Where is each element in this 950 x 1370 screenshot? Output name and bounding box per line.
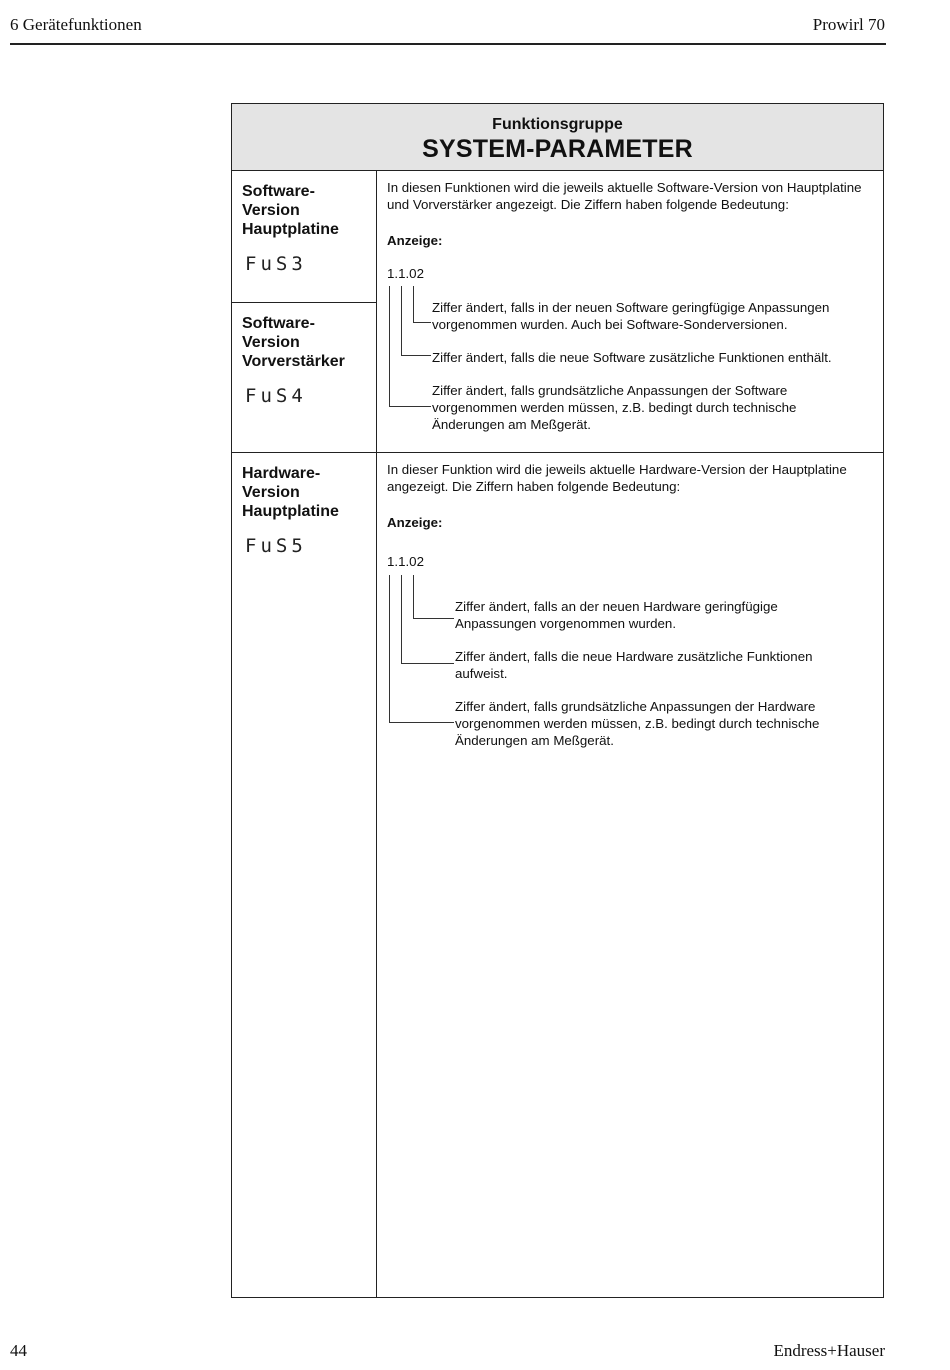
function-group-table xyxy=(231,103,884,1298)
bracket-line xyxy=(413,618,454,619)
product-name: Prowirl 70 xyxy=(812,15,885,34)
bracket-line xyxy=(389,286,390,407)
version-number: 1.1.02 xyxy=(387,554,424,569)
function-name-software-main: Software- Version Hauptplatine xyxy=(242,183,339,238)
bracket-line xyxy=(389,575,390,723)
explanation-feature: Ziffer ändert, falls die neue Hardware zusätzliche Funktionen aufweist. xyxy=(455,649,813,681)
brand-name: Endress+Hauser xyxy=(773,1341,885,1360)
function-name-hardware-main: Hardware- Version Hauptplatine xyxy=(242,465,339,520)
header-rule xyxy=(10,43,886,45)
function-code-display: FuS5 xyxy=(245,535,307,557)
chapter-title: 6 Gerätefunktionen xyxy=(10,15,142,34)
bracket-line xyxy=(389,722,454,723)
bracket-line xyxy=(401,286,402,356)
row-divider xyxy=(232,452,883,453)
bracket-line xyxy=(413,322,431,323)
group-kicker: Funktionsgruppe xyxy=(492,116,623,133)
display-label: Anzeige: xyxy=(387,515,443,530)
software-intro: In diesen Funktionen wird die jeweils aktuelle Software-Version von Hauptplatine und Vorverstärker angezeigt. Die Ziffern haben folgende Bedeutung: xyxy=(387,180,862,212)
function-code-display: FuS3 xyxy=(245,253,307,275)
version-number: 1.1.02 xyxy=(387,266,424,281)
page-number: 44 xyxy=(10,1341,27,1360)
bracket-line xyxy=(401,575,402,664)
function-name-software-preamp: Software- Version Vorverstärker xyxy=(242,315,345,370)
hardware-intro: In dieser Funktion wird die jeweils aktuelle Hardware-Version der Hauptplatine angezeigt. Die Ziffern haben folgende Bedeutung: xyxy=(387,462,847,494)
bracket-line xyxy=(389,406,431,407)
explanation-minor: Ziffer ändert, falls in der neuen Software geringfügige Anpassungen vorgenommen wurden. Auch bei Software-Sonderversionen. xyxy=(432,300,830,332)
group-title: SYSTEM-PARAMETER xyxy=(422,135,693,163)
explanation-major: Ziffer ändert, falls grundsätzliche Anpassungen der Software vorgenommen werden müssen, z.B. bedingt durch technische Änderungen am Meßgerät. xyxy=(432,383,797,432)
function-code-display: FuS4 xyxy=(245,385,307,407)
explanation-feature: Ziffer ändert, falls die neue Software zusätzliche Funktionen enthält. xyxy=(432,350,832,365)
bracket-line xyxy=(413,575,414,619)
bracket-line xyxy=(401,663,454,664)
display-label: Anzeige: xyxy=(387,233,443,248)
table-header xyxy=(232,104,883,171)
explanation-major: Ziffer ändert, falls grundsätzliche Anpassungen der Hardware vorgenommen werden müssen, z.B. bedingt durch technische Änderungen am Meßgerät. xyxy=(455,699,820,748)
bracket-line xyxy=(401,355,431,356)
row-divider xyxy=(232,302,376,303)
explanation-minor: Ziffer ändert, falls an der neuen Hardware geringfügige Anpassungen vorgenommen wurden. xyxy=(455,599,778,631)
bracket-line xyxy=(413,286,414,323)
column-divider xyxy=(376,171,377,1297)
